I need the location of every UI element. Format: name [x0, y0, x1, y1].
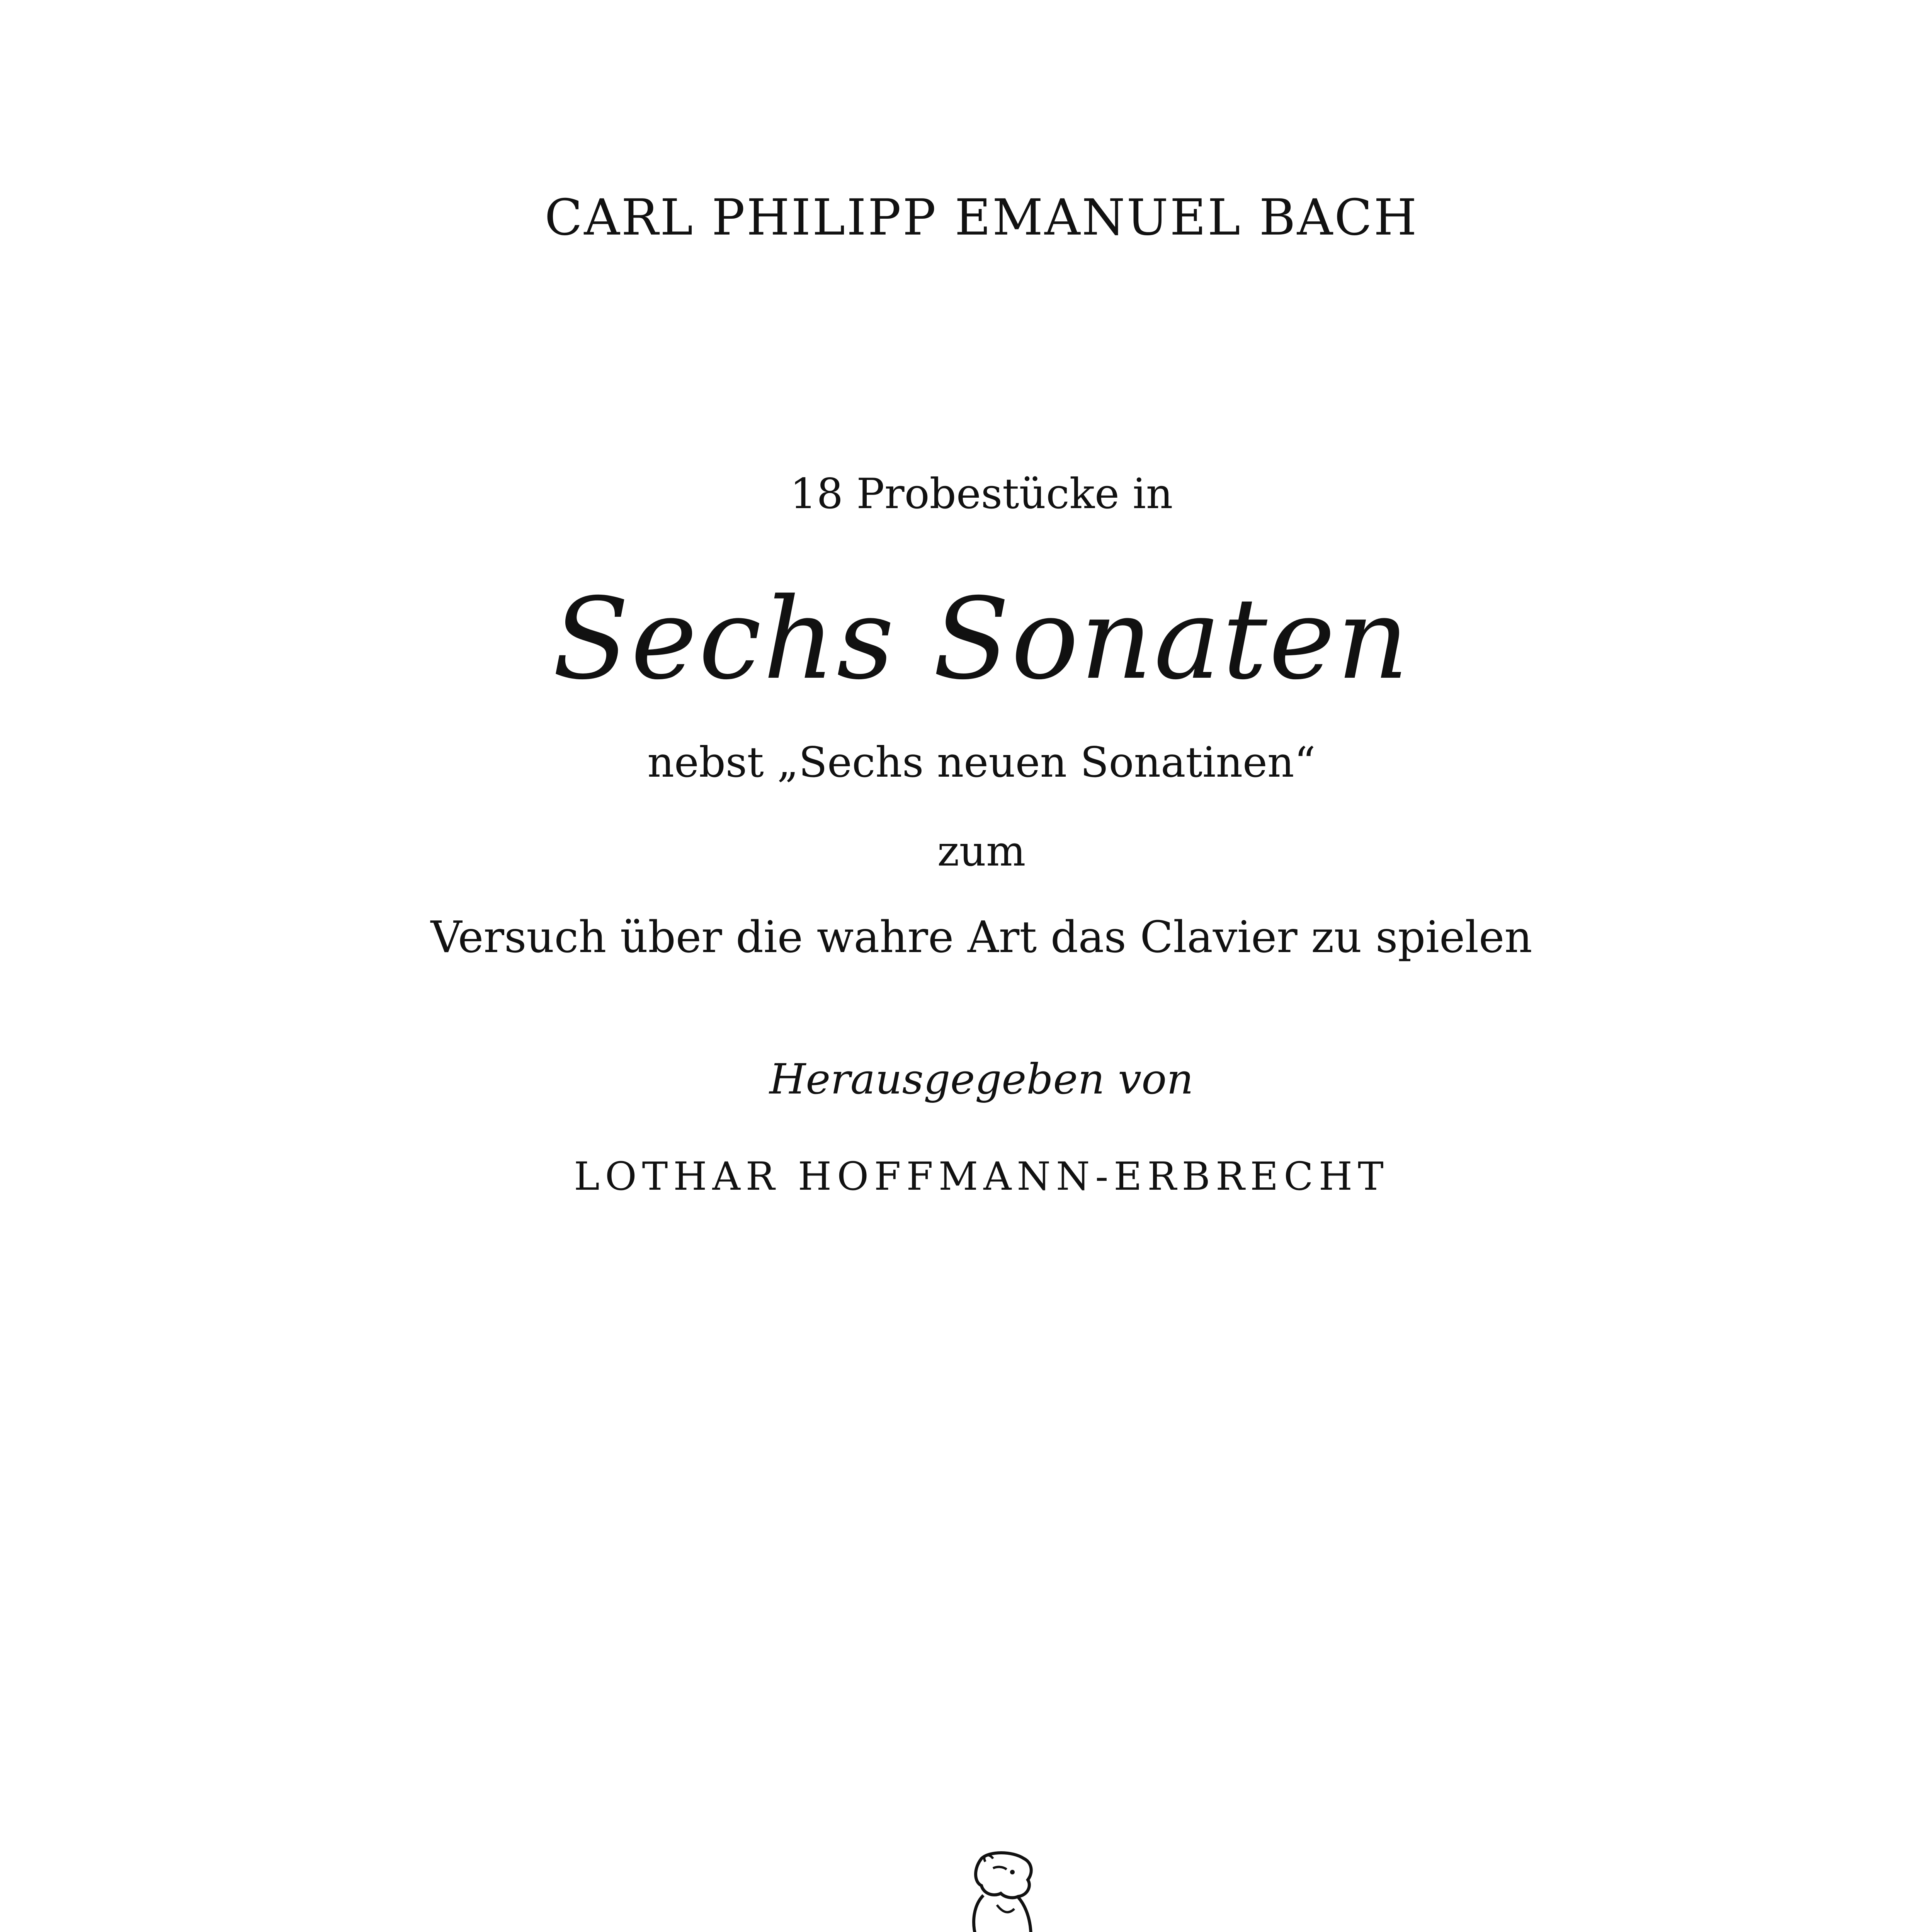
- subtitle: 18 Probestücke in: [790, 470, 1173, 518]
- connector-line: zum: [937, 827, 1026, 876]
- editor-intro: Herausgegeben von: [769, 1055, 1194, 1104]
- composer-name: CARL PHILIPP EMANUEL BACH: [544, 189, 1418, 247]
- treatise-line: Versuch über die wahre Art das Clavier zu spielen: [430, 912, 1532, 963]
- editor-name: LOTHAR HOFFMANN-ERBRECHT: [574, 1154, 1389, 1199]
- main-title: Sechs Sonaten: [552, 574, 1411, 704]
- lion-with-coat-of-arms-icon: [935, 1851, 1059, 1932]
- companion-line: nebst „Sechs neuen Sonatinen“: [647, 738, 1316, 787]
